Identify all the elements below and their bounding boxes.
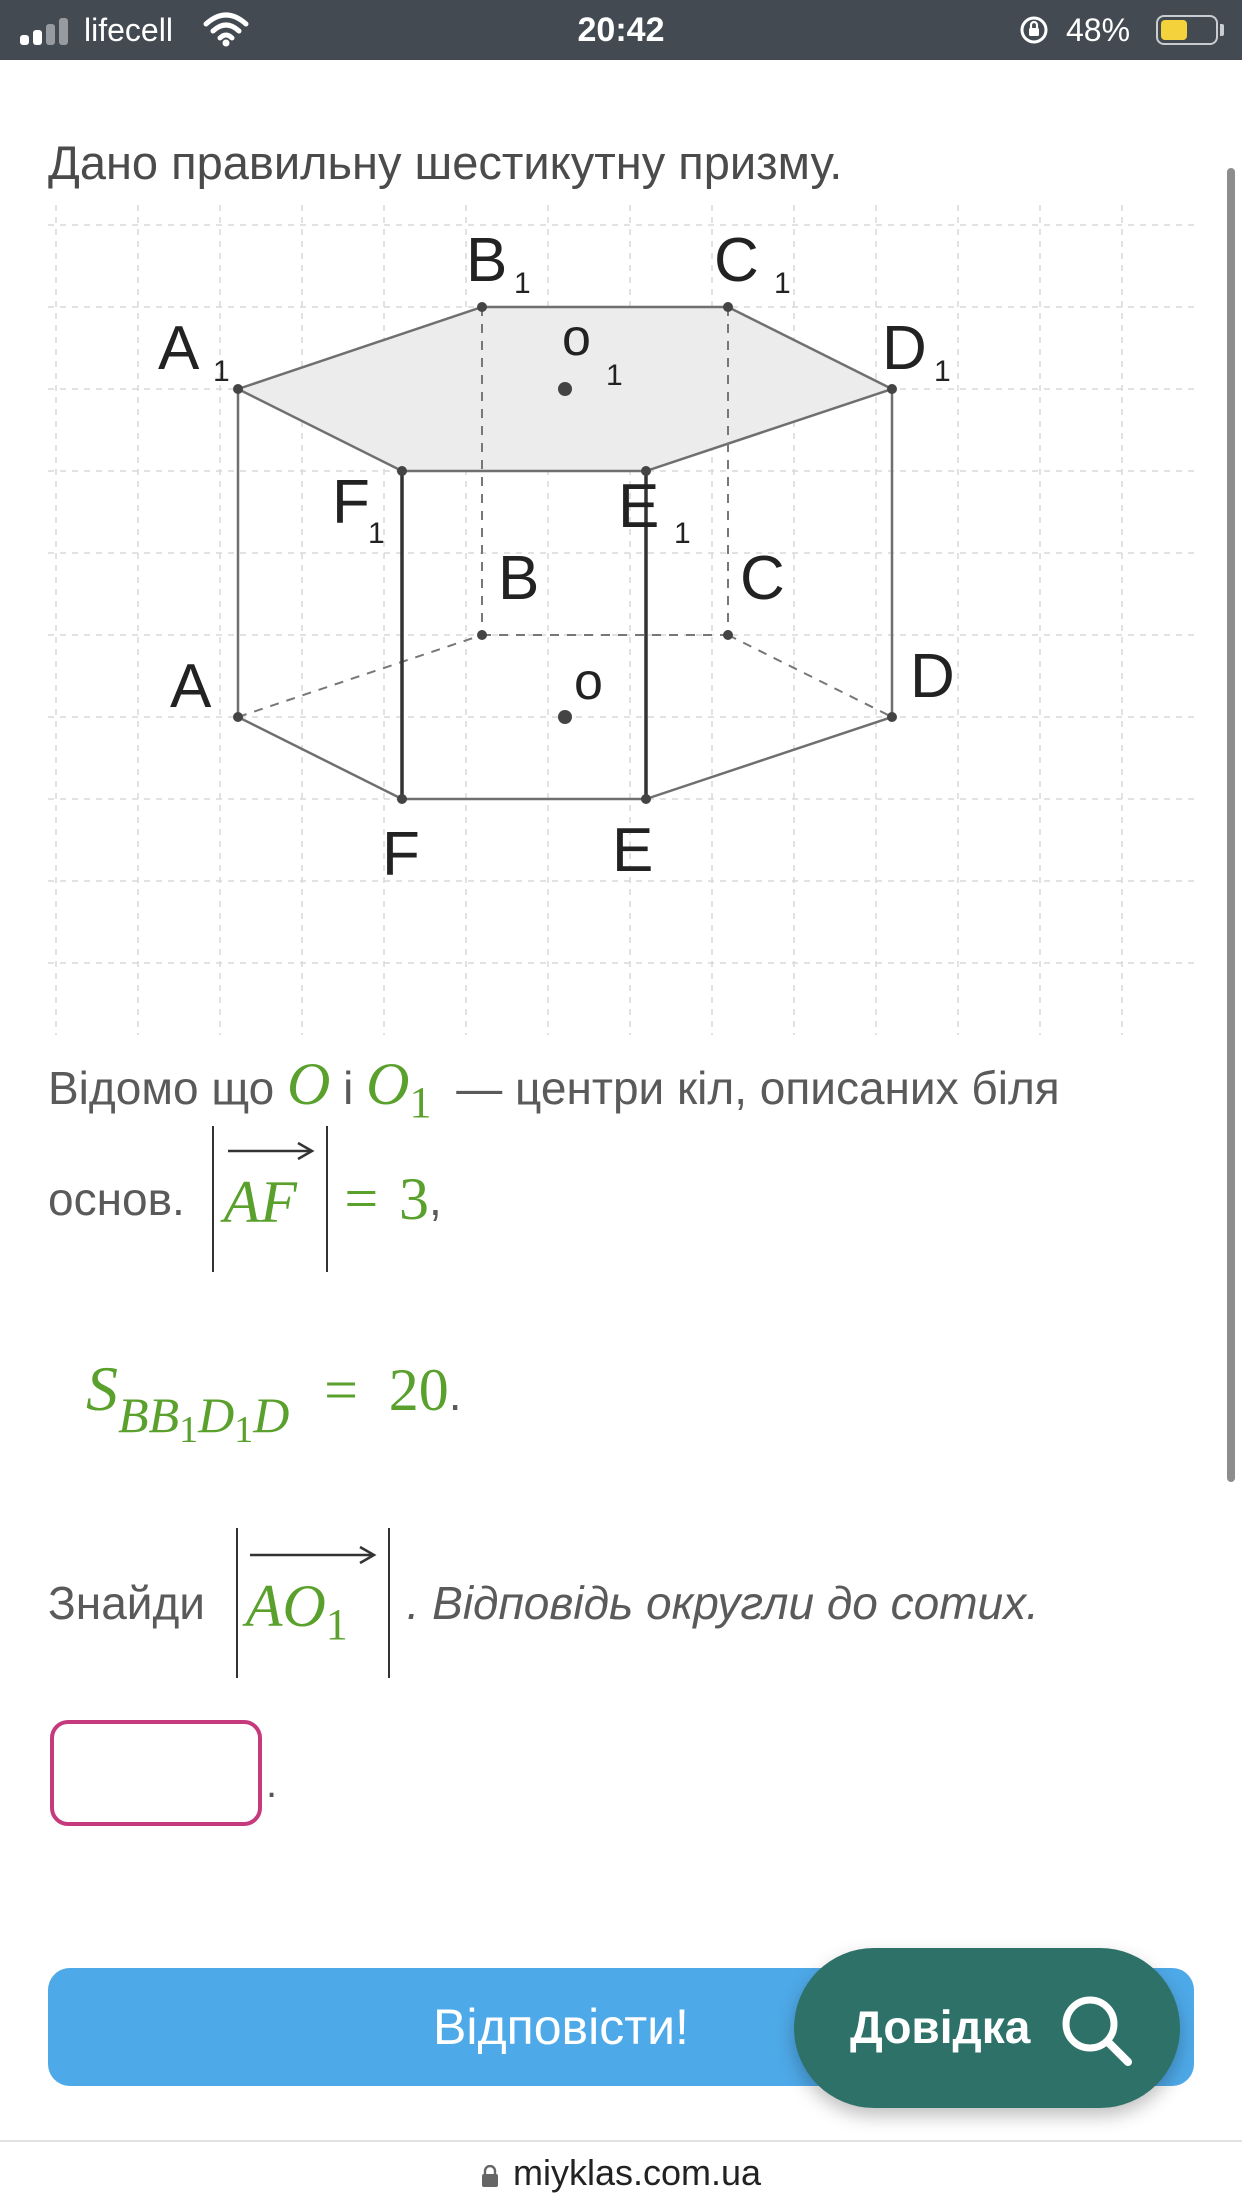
label-o1: o [562, 309, 591, 367]
footer-divider [0, 2140, 1242, 2142]
url-text: miyklas.com.ua [512, 2152, 762, 2193]
label-b1: B [466, 226, 508, 295]
condition-line-3: $SBB_1D_1D = 20$. [86, 1353, 462, 1451]
svg-text:1: 1 [606, 359, 623, 392]
area-value: 20 [388, 1357, 449, 1423]
battery-icon [1156, 15, 1218, 45]
label-o: o [574, 653, 603, 711]
lock-icon [481, 2165, 499, 2187]
battery-level-fill [1161, 20, 1187, 40]
label-f1: F [332, 468, 370, 537]
answer-period: . [266, 1762, 278, 1806]
label-a1: A [158, 314, 200, 383]
vector-arrow-icon [226, 1140, 316, 1162]
question-line: Знайди $AO_1$ . Відповідь округли до сотих. [48, 1528, 1039, 1678]
svg-text:1: 1 [213, 355, 230, 388]
vector-af-abs: AF [208, 1126, 332, 1272]
label-c1: C [714, 226, 759, 295]
label-e1: E [618, 472, 660, 541]
clock: 20:42 [577, 11, 665, 49]
math-o1: $O_1$ [366, 1051, 432, 1127]
condition-line-1: Відомо що O і $O_1$ — центри кіл, описаних біля [48, 1051, 1060, 1127]
svg-text:1: 1 [934, 355, 951, 388]
svg-text:1: 1 [774, 267, 791, 300]
label-c: C [740, 544, 785, 613]
battery-percent: 48% [1066, 12, 1131, 48]
browser-url-bar[interactable] [0, 2152, 1242, 2194]
carrier-name: lifecell [84, 12, 173, 48]
condition-line-2: основ. AF = 3, [48, 1126, 442, 1272]
af-value: 3 [398, 1165, 429, 1232]
vector-ao1-abs: $AO_1$ [232, 1528, 394, 1678]
label-d1: D [882, 314, 927, 383]
label-b: B [498, 544, 540, 613]
label-d: D [910, 642, 955, 711]
label-e: E [612, 816, 654, 885]
answer-input[interactable] [50, 1720, 262, 1826]
svg-text:1: 1 [674, 517, 691, 550]
vector-arrow-icon [248, 1544, 378, 1566]
search-icon [1056, 1990, 1136, 2070]
help-button-label: Довідка [850, 2001, 1031, 2053]
label-a: A [170, 652, 212, 721]
svg-text:1: 1 [514, 267, 531, 300]
hexagonal-prism-figure [48, 205, 1198, 1035]
math-o: O [287, 1051, 331, 1117]
rotation-lock-icon [1018, 14, 1050, 46]
page-scrollbar[interactable] [1227, 168, 1235, 1482]
submit-button-label: Відповісти! [433, 1999, 689, 2055]
math-area-s: S [86, 1353, 118, 1424]
task-title: Дано правильну шестикутну призму. [48, 136, 843, 189]
battery-tip [1220, 24, 1224, 36]
label-f: F [382, 820, 420, 889]
svg-text:1: 1 [368, 517, 385, 550]
help-button[interactable] [794, 1948, 1180, 2108]
status-bar [0, 0, 1242, 60]
center-o1-point [558, 382, 572, 396]
center-o-point [558, 710, 572, 724]
